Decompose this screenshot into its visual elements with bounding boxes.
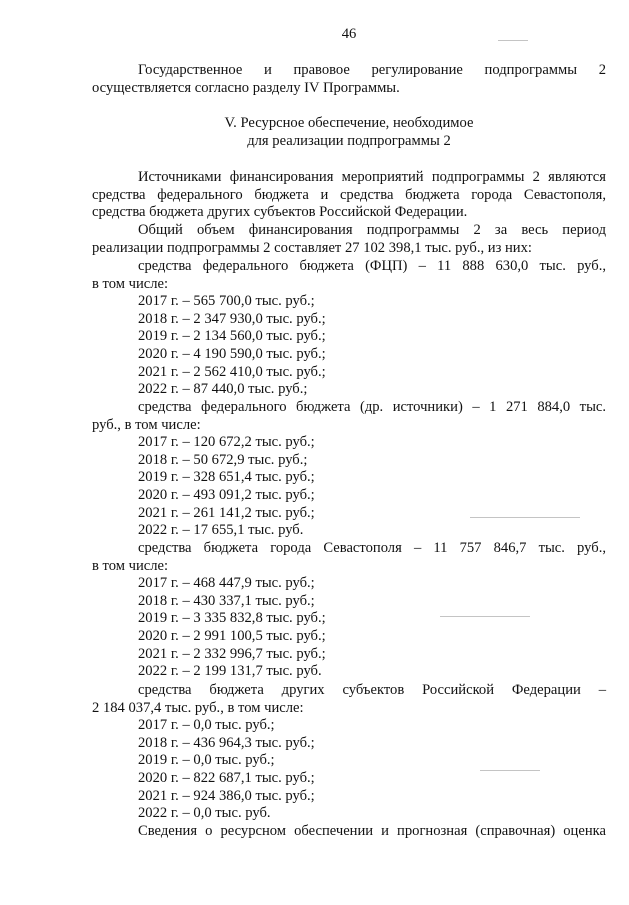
year-item: 2018 г. – 2 347 930,0 тыс. руб.; bbox=[138, 310, 326, 327]
group-line-2: в том числе: bbox=[92, 275, 169, 292]
year-item: 2017 г. – 120 672,2 тыс. руб.; bbox=[138, 434, 315, 451]
scan-mark bbox=[498, 40, 528, 41]
total-text: Общий объем финансирования подпрограммы 2 за весь период реализации подпрограммы 2 составляет 27 102 398,1 тыс. руб., из них: bbox=[92, 222, 606, 256]
last-text: Сведения о ресурсном обеспечении и прогнозная (справочная) оценка bbox=[138, 823, 606, 839]
sources-paragraph bbox=[92, 169, 606, 222]
total-paragraph bbox=[92, 222, 606, 257]
year-item: 2022 г. – 87 440,0 тыс. руб.; bbox=[138, 381, 308, 398]
group-line-2: руб., в том числе: bbox=[92, 416, 201, 433]
section-heading bbox=[92, 115, 606, 150]
year-item: 2017 г. – 0,0 тыс. руб.; bbox=[138, 717, 275, 734]
page-number: 46 bbox=[341, 26, 357, 42]
funding-group-federal-fcp bbox=[92, 258, 606, 399]
year-item: 2021 г. – 261 141,2 тыс. руб.; bbox=[138, 504, 315, 521]
year-item: 2022 г. – 2 199 131,7 тыс. руб. bbox=[138, 663, 322, 680]
group-line-1: средства бюджета города Севастополя – 11 757 846,7 тыс. руб., bbox=[138, 540, 606, 556]
year-item: 2020 г. – 822 687,1 тыс. руб.; bbox=[138, 769, 315, 786]
year-item: 2019 г. – 0,0 тыс. руб.; bbox=[138, 752, 275, 769]
group-line-2: 2 184 037,4 тыс. руб., в том числе: bbox=[92, 699, 304, 716]
scan-mark bbox=[480, 770, 540, 771]
year-item: 2017 г. – 468 447,9 тыс. руб.; bbox=[138, 575, 315, 592]
year-item: 2018 г. – 50 672,9 тыс. руб.; bbox=[138, 451, 308, 468]
sources-text: Источниками финансирования мероприятий подпрограммы 2 являются средства федерального бюджета и средства бюджета города Севастополя, средства бюджета других субъектов Российской Федерации. bbox=[92, 169, 606, 221]
group-line-1: средства бюджета других субъектов Российской Федерации – bbox=[138, 682, 606, 698]
intro-text: Государственное и правовое регулирование подпрограммы 2 осуществляется согласно разделу IV Программы. bbox=[92, 62, 606, 96]
intro-paragraph bbox=[92, 62, 606, 97]
year-item: 2019 г. – 328 651,4 тыс. руб.; bbox=[138, 469, 315, 486]
funding-group-other-subjects bbox=[92, 682, 606, 823]
year-item: 2022 г. – 0,0 тыс. руб. bbox=[138, 805, 271, 822]
year-item: 2018 г. – 436 964,3 тыс. руб.; bbox=[138, 734, 315, 751]
group-line-1: средства федерального бюджета (ФЦП) – 11 888 630,0 тыс. руб., bbox=[138, 258, 606, 274]
year-item: 2018 г. – 430 337,1 тыс. руб.; bbox=[138, 592, 315, 609]
year-item: 2020 г. – 4 190 590,0 тыс. руб.; bbox=[138, 345, 326, 362]
year-item: 2021 г. – 924 386,0 тыс. руб.; bbox=[138, 787, 315, 804]
funding-group-sevastopol bbox=[92, 540, 606, 681]
year-item: 2022 г. – 17 655,1 тыс. руб. bbox=[138, 522, 304, 539]
funding-group-federal-other bbox=[92, 399, 606, 540]
group-line-2: в том числе: bbox=[92, 557, 169, 574]
scan-mark bbox=[470, 517, 580, 518]
year-item: 2019 г. – 2 134 560,0 тыс. руб.; bbox=[138, 328, 326, 345]
year-item: 2017 г. – 565 700,0 тыс. руб.; bbox=[138, 293, 315, 310]
year-item: 2021 г. – 2 332 996,7 тыс. руб.; bbox=[138, 645, 326, 662]
year-item: 2020 г. – 2 991 100,5 тыс. руб.; bbox=[138, 627, 326, 644]
scan-mark bbox=[440, 616, 530, 617]
year-item: 2020 г. – 493 091,2 тыс. руб.; bbox=[138, 486, 315, 503]
group-line-1: средства федерального бюджета (др. источники) – 1 271 884,0 тыс. bbox=[138, 399, 606, 415]
section-heading-line-1: V. Ресурсное обеспечение, необходимое bbox=[224, 115, 474, 131]
section-heading-line-2: для реализации подпрограммы 2 bbox=[247, 132, 451, 149]
year-item: 2019 г. – 3 335 832,8 тыс. руб.; bbox=[138, 610, 326, 627]
year-item: 2021 г. – 2 562 410,0 тыс. руб.; bbox=[138, 363, 326, 380]
last-paragraph bbox=[92, 823, 606, 841]
